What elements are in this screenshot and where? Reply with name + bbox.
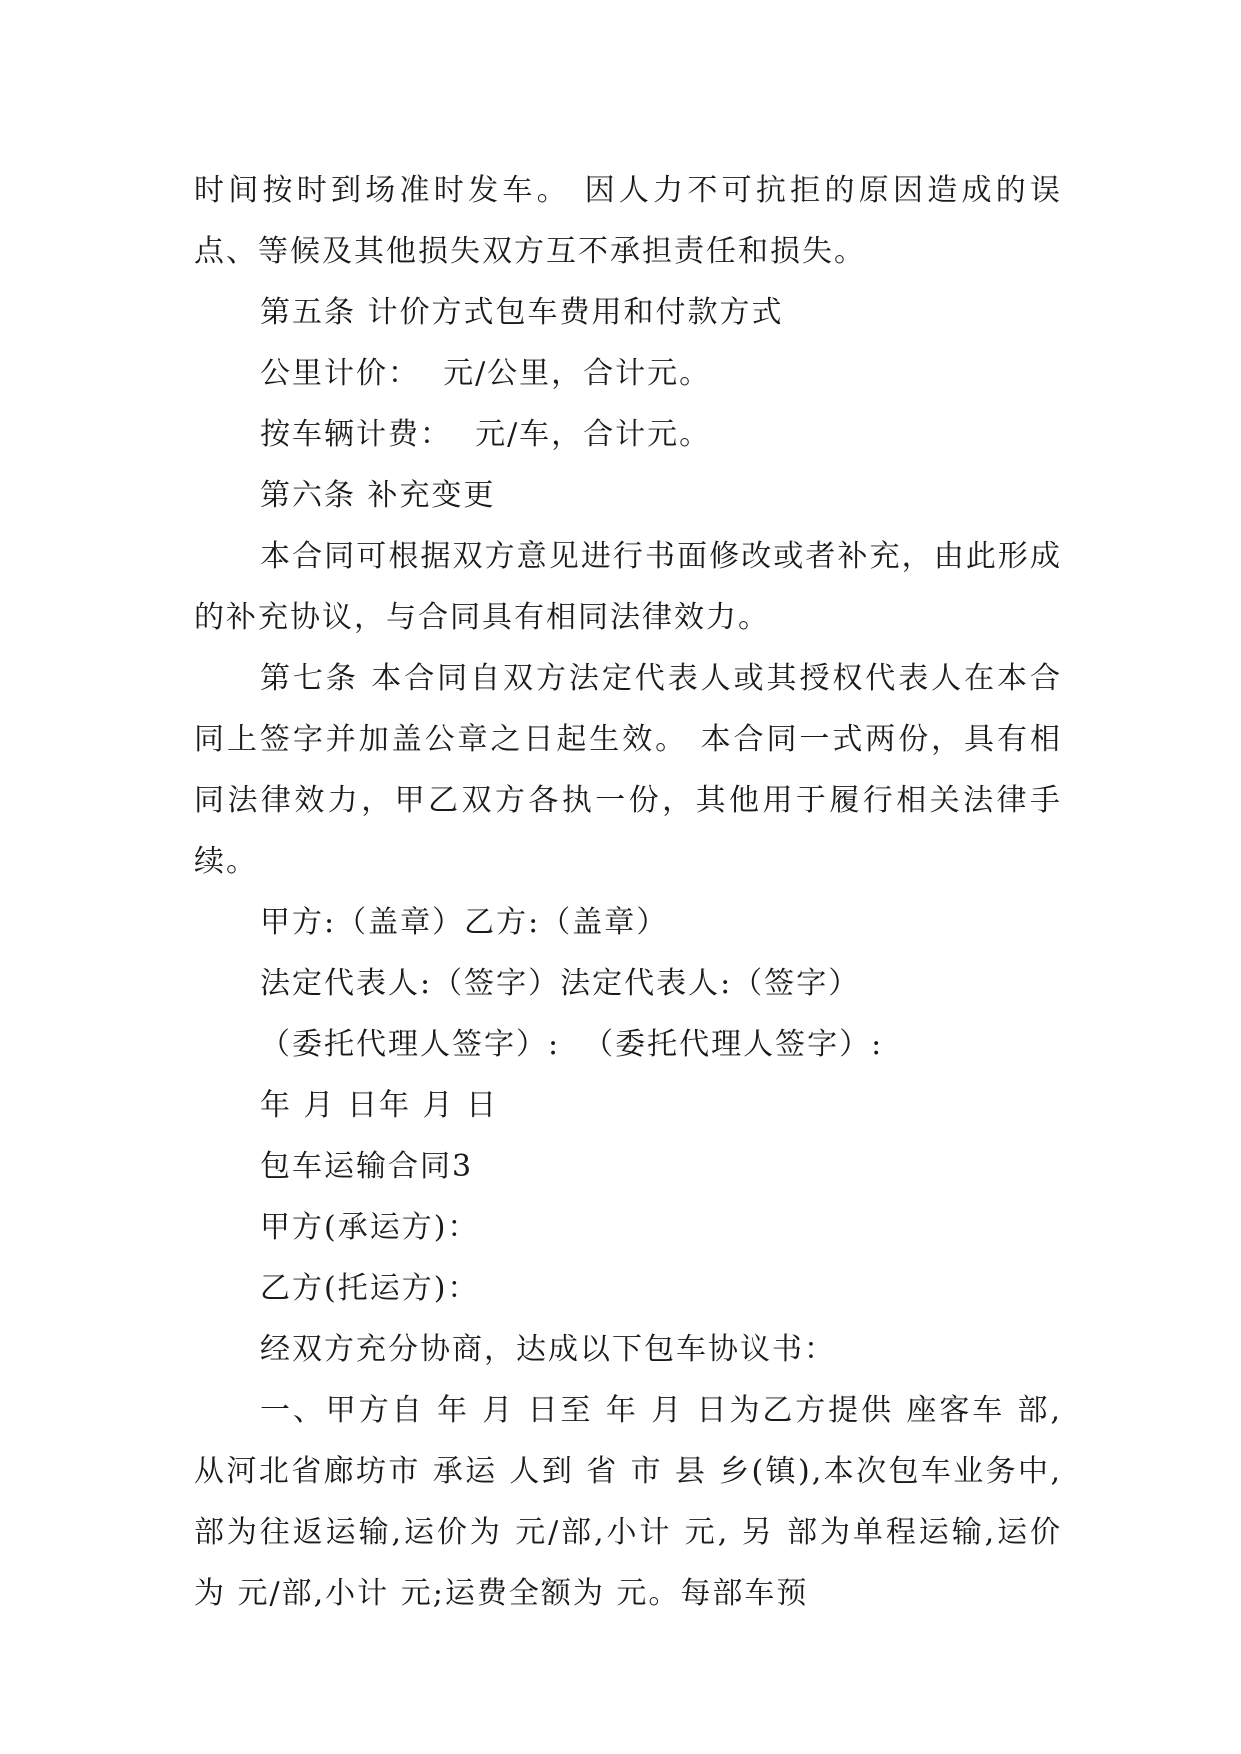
- paragraph-15: 经双方充分协商，达成以下包车协议书：: [260, 1332, 836, 1367]
- paragraph-1: 时间按时到场准时发车。 因人力不可抗拒的原因造成的误点、等候及其他损失双方互不承担责任和损失。: [194, 173, 1062, 269]
- paragraph-12: 包车运输合同3: [260, 1149, 474, 1184]
- paragraph-10: （委托代理人签字）: （委托代理人签字）:: [260, 1027, 884, 1062]
- document-body: [194, 160, 1074, 1624]
- paragraph-3: 公里计价： 元/公里，合计元。: [260, 356, 712, 391]
- paragraph-8: 甲方:（盖章）乙方:（盖章）: [260, 905, 669, 940]
- paragraph-2: 第五条 计价方式包车费用和付款方式: [260, 295, 784, 330]
- paragraph-5: 第六条 补充变更: [260, 478, 496, 513]
- paragraph-14: 乙方(托运方)：: [260, 1271, 480, 1306]
- paragraph-9: 法定代表人:（签字）法定代表人:（签字）: [260, 966, 861, 1001]
- paragraph-7: 第七条 本合同自双方法定代表人或其授权代表人在本合同上签字并加盖公章之日起生效。 本合同一式两份，具有相同法律效力，甲乙双方各执一份，其他用于履行相关法律手续。: [194, 661, 1062, 879]
- paragraph-13: 甲方(承运方)：: [260, 1210, 480, 1245]
- paragraph-6: 本合同可根据双方意见进行书面修改或者补充，由此形成的补充协议，与合同具有相同法律效力。: [194, 539, 1062, 635]
- paragraph-11: 年 月 日年 月 日: [260, 1088, 499, 1123]
- paragraph-16: 一、甲方自 年 月 日至 年 月 日为乙方提供 座客车 部,从河北省廊坊市 承运 人到 省 市 县 乡(镇),本次包车业务中, 部为往返运输,运价为 元/部,小计 元, 另 部为单程运输,运价为 元/部,小计 元;运费全额为 元。每部车预: [194, 1393, 1074, 1611]
- paragraph-4: 按车辆计费： 元/车，合计元。: [260, 417, 712, 452]
